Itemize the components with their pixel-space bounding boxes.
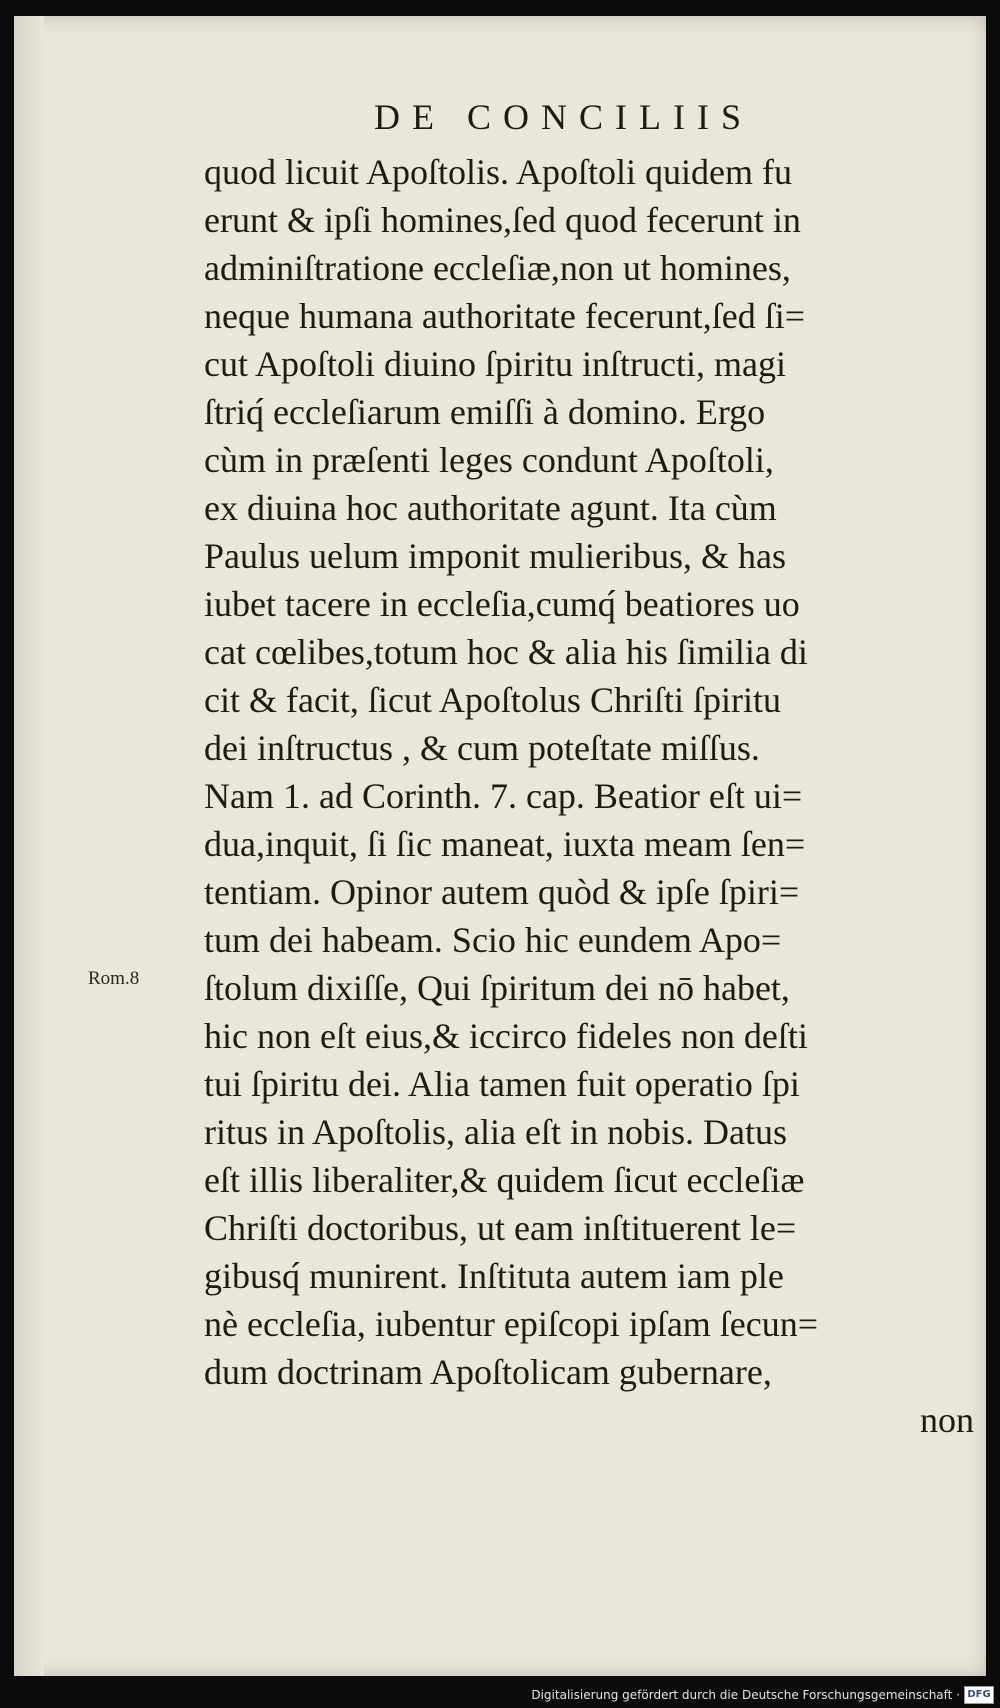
text-line: cit & facit, ſicut Apoſtolus Chriſti ſpiritu <box>204 680 781 720</box>
text-line: dei inſtructus , & cum poteſtate miſſus. <box>204 728 760 768</box>
running-head: DE CONCILIIS <box>374 97 753 137</box>
text-line: Paulus uelum imponit mulieribus, & has <box>204 536 786 576</box>
text-line: ſtriq́ eccleſiarum emiſſi à domino. Ergo <box>204 392 766 432</box>
text-line: Chriſti doctoribus, ut eam inſtituerent le= <box>204 1208 797 1248</box>
text-line: tui ſpiritu dei. Alia tamen fuit operatio ſpi <box>204 1064 800 1104</box>
book-page <box>14 16 986 1676</box>
text-line: tum dei habeam. Scio hic eundem Apo= <box>204 920 782 960</box>
text-line: adminiſtratione eccleſiæ,non ut homines, <box>204 248 791 288</box>
text-line: hic non eſt eius,& iccirco fideles non deſti <box>204 1016 808 1056</box>
text-line: dum doctrinam Apoſtolicam gubernare, <box>204 1352 772 1392</box>
text-line: tentiam. Opinor autem quòd & ipſe ſpiri= <box>204 872 800 912</box>
funding-credit: Digitalisierung gefördert durch die Deutsche Forschungsgemeinschaft · <box>531 1688 960 1702</box>
text-line: iubet tacere in eccleſia,cumq́ beatiores uo <box>204 584 800 624</box>
dfg-logo-icon: DFG <box>964 1686 994 1704</box>
text-line: gibusq́ munirent. Inſtituta autem iam ple <box>204 1256 784 1296</box>
footer-bar <box>0 1678 1000 1708</box>
text-line: cut Apoſtoli diuino ſpiritu inſtructi, magi <box>204 344 786 384</box>
text-line: eſt illis liberaliter,& quidem ſicut eccleſiæ <box>204 1160 805 1200</box>
text-line: Nam 1. ad Corinth. 7. cap. Beatior eſt ui= <box>204 776 803 816</box>
text-line: quod licuit Apoſtolis. Apoſtoli quidem fu <box>204 152 793 192</box>
text-line: neque humana authoritate fecerunt,ſed ſi= <box>204 296 806 336</box>
text-line: nè eccleſia, iubentur epiſcopi ipſam ſecun= <box>204 1304 819 1344</box>
text-line: ritus in Apoſtolis, alia eſt in nobis. Datus <box>204 1112 787 1152</box>
text-line: dua,inquit, ſi ſic maneat, iuxta meam ſen= <box>204 824 806 864</box>
text-line: ex diuina hoc authoritate agunt. Ita cùm <box>204 488 777 528</box>
text-block <box>204 148 974 1444</box>
page-gutter <box>14 16 44 1676</box>
text-line: ſtolum dixiſſe, Qui ſpiritum dei nō habet, <box>204 968 790 1008</box>
text-line: erunt & ipſi homines,ſed quod fecerunt in <box>204 200 801 240</box>
text-line: cùm in præſenti leges condunt Apoſtoli, <box>204 440 774 480</box>
catchword: non <box>920 1400 974 1440</box>
marginal-note: Rom.8 <box>88 968 140 989</box>
text-line: cat cœlibes,totum hoc & alia his ſimilia di <box>204 632 808 672</box>
